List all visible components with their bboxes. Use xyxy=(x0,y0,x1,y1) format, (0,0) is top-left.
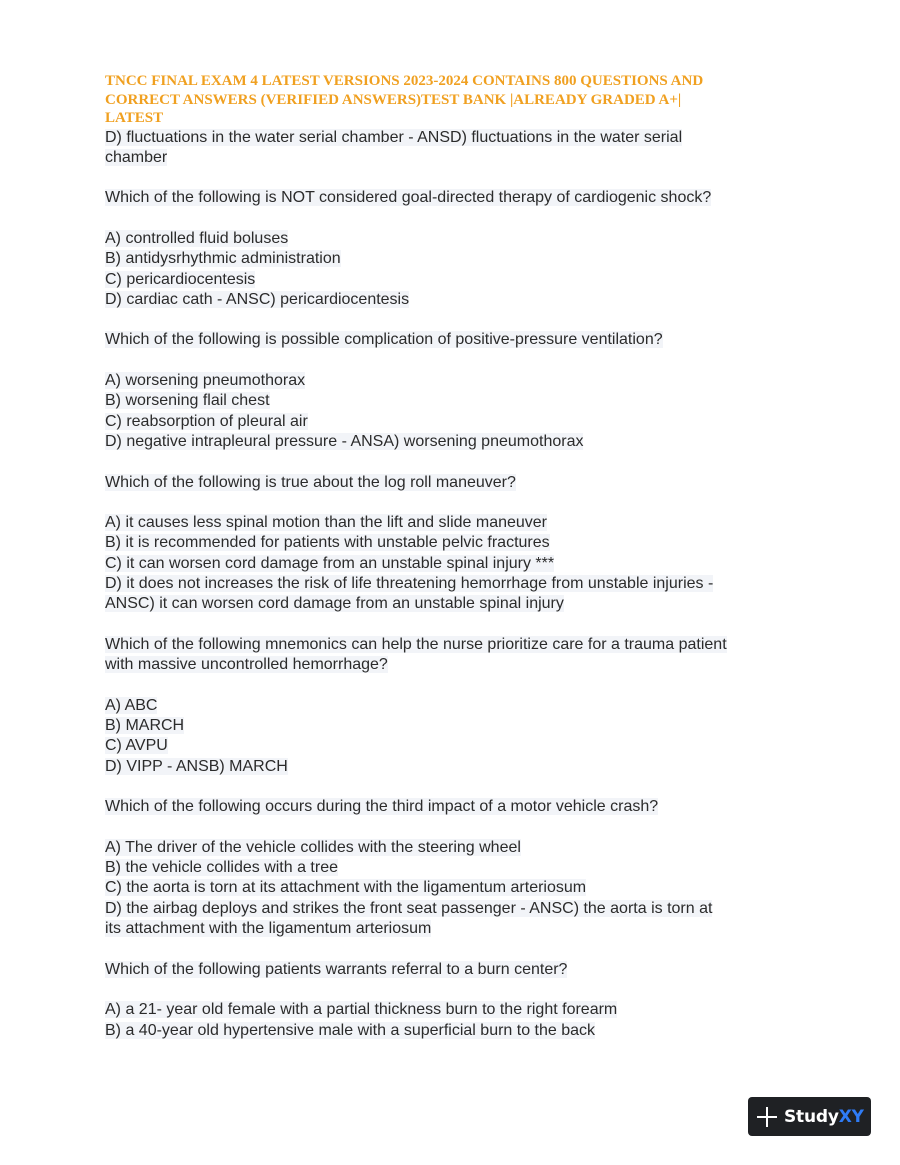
text-line-content: Which of the following is possible complication of positive-pressure ventilation? xyxy=(105,331,663,349)
brand-main: Study xyxy=(784,1106,839,1127)
text-line-content: A) controlled fluid boluses xyxy=(105,229,289,247)
text-line-content: Which of the following patients warrants referral to a burn center? xyxy=(105,960,568,978)
text-line xyxy=(105,716,805,736)
blank-line xyxy=(105,676,805,696)
text-line-content: C) reabsorption of pleural air xyxy=(105,412,308,430)
title-line: CORRECT ANSWERS (VERIFIED ANSWERS)TEST BANK |ALREADY GRADED A+| xyxy=(105,91,682,108)
text-line-content: A) worsening pneumothorax xyxy=(105,372,306,390)
blank-line xyxy=(105,351,805,371)
blank-line xyxy=(105,777,805,797)
text-line xyxy=(105,432,805,452)
text-line-content: ANSC) it can worsen cord damage from an unstable spinal injury xyxy=(105,595,564,613)
text-line-content: Which of the following is NOT considered goal-directed therapy of cardiogenic shock? xyxy=(105,189,712,207)
blank-line xyxy=(105,980,805,1000)
text-line-content: B) MARCH xyxy=(105,717,185,735)
text-line xyxy=(105,899,805,919)
text-line-content: A) a 21- year old female with a partial thickness burn to the right forearm xyxy=(105,1001,618,1019)
text-line xyxy=(105,290,805,310)
text-line-content: A) The driver of the vehicle collides with the steering wheel xyxy=(105,838,521,856)
text-line xyxy=(105,391,805,411)
text-line xyxy=(105,655,805,675)
studyxy-badge[interactable] xyxy=(748,1097,871,1136)
text-line xyxy=(105,128,805,148)
text-line-content: B) worsening flail chest xyxy=(105,392,270,410)
blank-line xyxy=(105,310,805,330)
text-line xyxy=(105,148,805,168)
text-line-content: C) AVPU xyxy=(105,737,168,755)
text-line-content: C) pericardiocentesis xyxy=(105,270,256,288)
text-line-content: A) it causes less spinal motion than the lift and slide maneuver xyxy=(105,514,548,532)
text-line-content: D) VIPP - ANSB) MARCH xyxy=(105,757,288,775)
brand-name xyxy=(784,1107,864,1127)
document-page xyxy=(105,72,805,1041)
text-line-content: D) the airbag deploys and strikes the front seat passenger - ANSC) the aorta is torn at xyxy=(105,899,713,917)
text-line xyxy=(105,878,805,898)
text-line-content: with massive uncontrolled hemorrhage? xyxy=(105,656,388,674)
text-line xyxy=(105,513,805,533)
text-line xyxy=(105,838,805,858)
text-line xyxy=(105,919,805,939)
text-line-content: B) antidysrhythmic administration xyxy=(105,250,341,268)
plus-icon xyxy=(756,1106,778,1128)
text-line xyxy=(105,188,805,208)
document-title xyxy=(105,72,805,128)
text-line xyxy=(105,249,805,269)
text-line-content: B) a 40-year old hypertensive male with a superficial burn to the back xyxy=(105,1021,596,1039)
text-line-content: chamber xyxy=(105,148,168,166)
text-line-content: D) cardiac cath - ANSC) pericardiocentesis xyxy=(105,290,410,308)
blank-line xyxy=(105,615,805,635)
text-line-content: Which of the following is true about the log roll maneuver? xyxy=(105,473,516,491)
document-body xyxy=(105,128,805,1041)
text-line-content: C) it can worsen cord damage from an unstable spinal injury *** xyxy=(105,554,555,572)
brand-accent: XY xyxy=(838,1106,864,1127)
text-line xyxy=(105,594,805,614)
text-line-content: A) ABC xyxy=(105,696,158,714)
text-line xyxy=(105,533,805,553)
text-line xyxy=(105,797,805,817)
text-line xyxy=(105,635,805,655)
blank-line xyxy=(105,168,805,188)
text-line xyxy=(105,412,805,432)
text-line xyxy=(105,858,805,878)
text-line-content: B) the vehicle collides with a tree xyxy=(105,859,338,877)
text-line xyxy=(105,574,805,594)
title-line: LATEST xyxy=(105,110,164,126)
text-line xyxy=(105,554,805,574)
blank-line xyxy=(105,818,805,838)
text-line xyxy=(105,473,805,493)
text-line-content: D) negative intrapleural pressure - ANSA) worsening pneumothorax xyxy=(105,432,584,450)
text-line xyxy=(105,1021,805,1041)
blank-line xyxy=(105,209,805,229)
text-line xyxy=(105,1000,805,1020)
text-line xyxy=(105,229,805,249)
text-line-content: Which of the following mnemonics can help the nurse prioritize care for a trauma patient xyxy=(105,635,727,653)
blank-line xyxy=(105,493,805,513)
text-line xyxy=(105,757,805,777)
text-line xyxy=(105,270,805,290)
text-line xyxy=(105,736,805,756)
text-line-content: its attachment with the ligamentum arteriosum xyxy=(105,920,432,938)
text-line-content: B) it is recommended for patients with unstable pelvic fractures xyxy=(105,534,550,552)
text-line xyxy=(105,330,805,350)
text-line-content: Which of the following occurs during the third impact of a motor vehicle crash? xyxy=(105,798,659,816)
blank-line xyxy=(105,452,805,472)
text-line xyxy=(105,696,805,716)
text-line xyxy=(105,960,805,980)
text-line-content: D) it does not increases the risk of life threatening hemorrhage from unstable injuries - xyxy=(105,575,714,593)
title-line: TNCC FINAL EXAM 4 LATEST VERSIONS 2023-2024 CONTAINS 800 QUESTIONS AND xyxy=(105,73,704,89)
text-line-content: C) the aorta is torn at its attachment with the ligamentum arteriosum xyxy=(105,879,587,897)
text-line-content: D) fluctuations in the water serial chamber - ANSD) fluctuations in the water serial xyxy=(105,128,683,146)
text-line xyxy=(105,371,805,391)
blank-line xyxy=(105,939,805,959)
